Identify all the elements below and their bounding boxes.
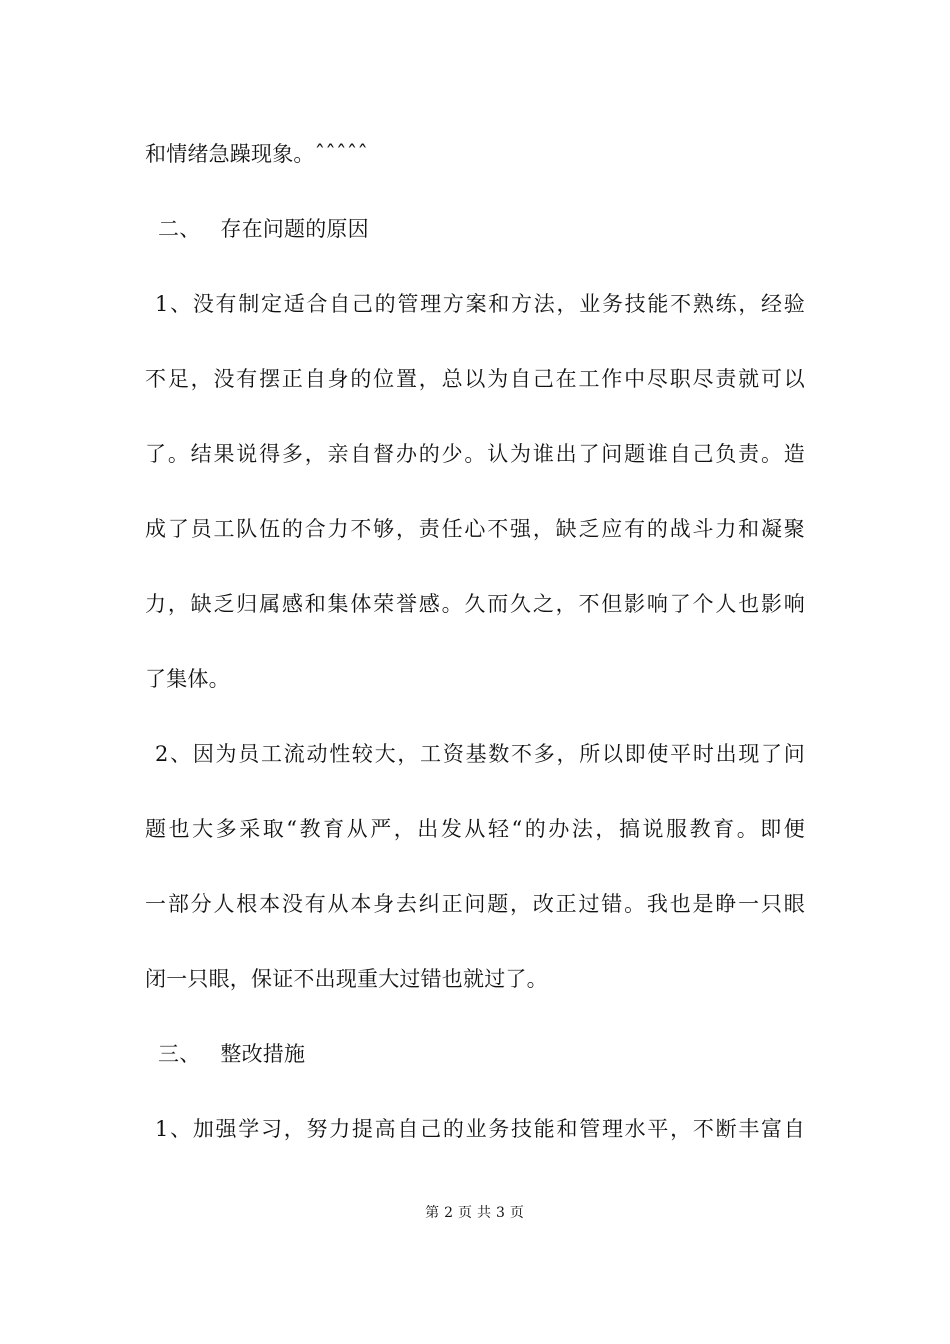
paragraph-2-line-4: 闭一只眼，保证不出现重大过错也就过了。	[145, 967, 548, 991]
text-line: 和情绪急躁现象。ˆˆˆˆˆ	[145, 142, 369, 166]
section-heading-3	[158, 1039, 818, 1069]
footer-current-page: 2	[444, 1205, 454, 1221]
section-title: 整改措施	[220, 1042, 306, 1066]
paragraph-1-line-1: 1、没有制定适合自己的管理方案和方法，业务技能不熟练，经验	[155, 292, 805, 316]
paragraph-3-line-1: 1、加强学习，努力提高自己的业务技能和管理水平，不断丰富自	[155, 1117, 805, 1141]
footer-total-pages: 3	[496, 1205, 506, 1221]
footer-prefix: 第	[425, 1205, 441, 1221]
paragraph-2-line-3: 一部分人根本没有从本身去纠正问题，改正过错。我也是睁一只眼	[145, 892, 805, 916]
page-footer	[0, 1203, 950, 1223]
footer-suffix: 页	[509, 1205, 525, 1221]
section-number: 三、	[158, 1042, 201, 1066]
section-heading-2	[158, 214, 818, 244]
section-title: 存在问题的原因	[220, 217, 369, 241]
section-number: 二、	[158, 217, 201, 241]
paragraph-1-line-2: 不足，没有摆正自身的位置，总以为自己在工作中尽职尽责就可以	[145, 367, 805, 391]
paragraph-1-line-3: 了。结果说得多，亲自督办的少。认为谁出了问题谁自己负责。造	[145, 442, 805, 466]
footer-page-word: 页	[458, 1205, 473, 1221]
paragraph-2-line-2: 题也大多采取“教育从严，出发从轻“的办法，搞说服教育。即便	[145, 817, 805, 841]
paragraph-1-line-6: 了集体。	[145, 667, 230, 691]
footer-total-word: 共	[477, 1205, 492, 1221]
paragraph-2-line-1: 2、因为员工流动性较大，工资基数不多，所以即使平时出现了问	[155, 742, 805, 766]
paragraph-1-line-4: 成了员工队伍的合力不够，责任心不强，缺乏应有的战斗力和凝聚	[145, 517, 805, 541]
paragraph-1-line-5: 力，缺乏归属感和集体荣誉感。久而久之，不但影响了个人也影响	[145, 592, 805, 616]
